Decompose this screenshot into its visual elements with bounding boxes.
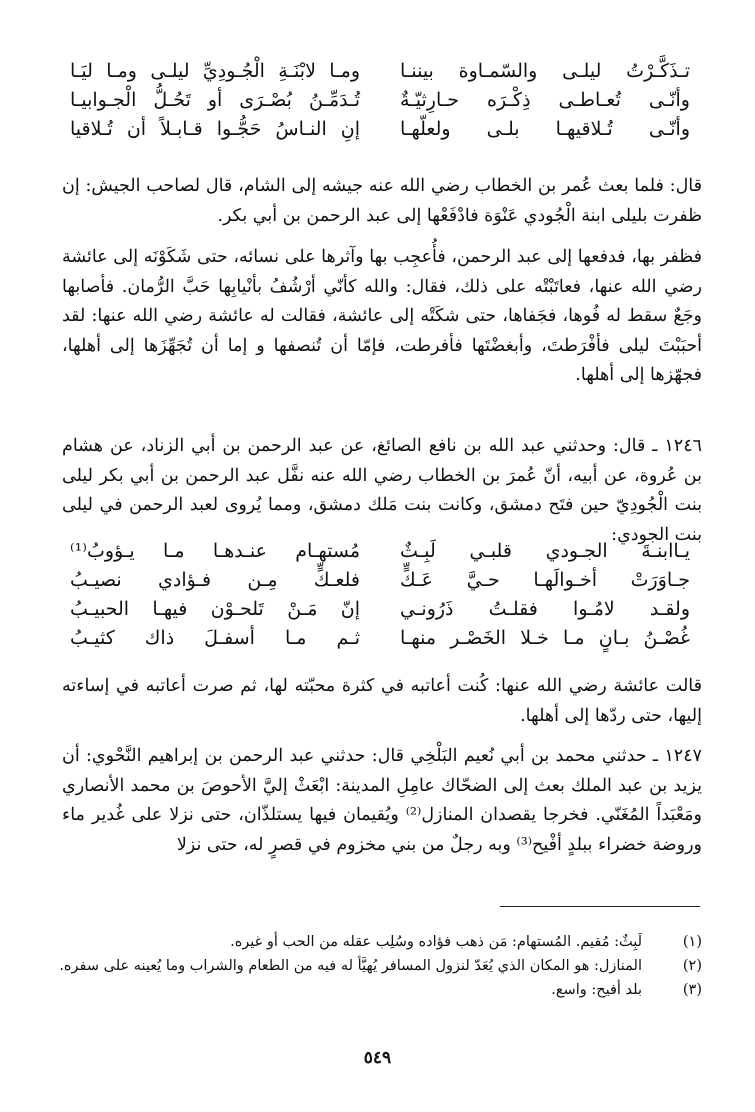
verse-line — [70, 627, 690, 656]
verse-first-hemistich: ولقـد لامُـوا فقلـتُ ذَرُونـي — [400, 598, 690, 620]
verse-second-hemistich: إنّ مَـنْ تَلحـوْن فيهـا الحبيـبُ — [70, 598, 360, 620]
footnote-text: بلد أفيح: واسع. — [551, 982, 642, 998]
footnote-number: (٢) — [682, 958, 702, 974]
footnote-item — [59, 954, 702, 978]
verse-line — [70, 89, 690, 118]
paragraph-2: فظفر بها، فدفعها إلى عبد الرحمن، فأُعجِب بها وآثرها على نسائه، حتى شَكَوْنَه إلى عائشة رضي الله عنها، فعاتَبْتْه على ذلك، فقال: والله كأنّي أرْشُفُ بأنْيابِها حَبَّ الرُّمان. فأصابها وجَعٌ سقط له فُوها، فجَفاها، حتى شكَتْه إلى عائشة، فقالت له عائشة رضي الله عنها: لقد أحبَبْتَ ليلى فأفْرَطتَ، وأبغضْتَها فأفرطت، فإمّا أن تُنصفها و إما أن تُجَهِّزَها إلى أهلها، فجهّزها إلى أهلها. — [62, 247, 702, 385]
footnote-item — [62, 930, 702, 954]
paragraph-1: قال: فلما بعث عُمر بن الخطاب رضي الله عنه جيشه إلى الشام، قال لصاحب الجيش: إن ظفرت بليلى ابنة الْجُودي عَنْوَة فادْفَعْها إلى عبد الرحمن بن أبي بكر. — [62, 176, 702, 226]
poem-block-1 — [70, 60, 690, 147]
verse-line — [70, 118, 690, 147]
footnote-item — [62, 978, 702, 1002]
verse-line — [70, 540, 690, 569]
verse-line — [70, 569, 690, 598]
footnotes — [59, 930, 702, 1002]
verse-first-hemistich: وأنّـى تُعـاطـى ذِكْـرَه حـارِثيّـةٌ — [400, 89, 690, 111]
paragraph-4: قالت عائشة رضي الله عنها: كُنت أعاتبه في كثرة محبّته لها، ثم صرت أعاتبه في إساءته إليها، حتى ردّها إلى أهلها. — [62, 676, 702, 726]
paragraph-3-hadith-1246: ١٢٤٦ ـ قال: وحدثني عبد الله بن نافع الصائغ، عن عبد الرحمن بن أبي الزناد، عن هشام بن عُروة، عن أبيه، أنّ عُمرَ بن الخطاب رضي الله عنه نفَّل عبد الرحمن بن أبي بكر ليلى بنت الْجُودِيّ حين فتَح دمشق، وكانت بنت مَلك دمشق، ومما يُروى لعبد الرحمن في ليلى بنت الجودي: — [62, 436, 702, 545]
paragraph-5-hadith-1247: ١٢٤٧ ـ حدثني محمد بن أبي نُعيم البَلْخِي قال: حدثني عبد الرحمن بن إبراهيم النَّحْوي: أن يزيد بن عبد الملك بعث إلى الضحّاك عامِلِ المدينة: ابْعَثْ إليَّ الأحوصَ بن محمد الأنصاري ومَعْبَداً المُغَنّي. فخرجا يقصدان المنازل⁽²⁾ ويُقيمان فيها يستلذّان، حتى نزلا على غُدير ماء وروضة خضراء ببلدٍ أفْيح⁽³⁾ وبه رجلٌ من بني مخزوم في قصرٍ له، حتى نزلا — [62, 746, 702, 855]
verse-second-hemistich: مُستهـام عنـدهـا مـا يـؤوبُ⁽¹⁾ — [70, 540, 360, 562]
verse-second-hemistich: إنِ النـاسُ حَجُّـوا قـابـلاً أن تُـلاقيا — [70, 118, 360, 140]
verse-first-hemistich: تـذَكَّـرْتُ ليلـى والسّمـاوة بيننـا — [400, 60, 690, 82]
verse-first-hemistich: جـاوَرَتْ أخـوالَهـا حـيَّ عَـكٍّ — [400, 569, 690, 591]
footnote-number: (١) — [682, 934, 702, 950]
footnote-divider — [500, 906, 700, 907]
verse-line — [70, 598, 690, 627]
verse-first-hemistich: وأنّـى تُـلاقيهـا بلـى ولعلّهـا — [400, 118, 690, 140]
verse-first-hemistich: غُصْـنُ بـانٍ مـا خـلا الخَصْـر منهـا — [400, 627, 690, 649]
verse-second-hemistich: فلعـكٍّ مِـن فـؤادي نصيـبُ — [70, 569, 360, 591]
verse-second-hemistich: تُـدَمِّـنُ بُصْـرَى أو تَحُـلُّ الْجـوابيـا — [70, 89, 360, 111]
footnote-number: (٣) — [682, 982, 702, 998]
verse-second-hemistich: ومـا لابْنَـةِ الْجُـودِيِّ ليلـى ومـا ليَـا — [70, 60, 360, 82]
verse-second-hemistich: ثـم مـا أسفـلَ ذاك كثيـبُ — [70, 627, 360, 649]
poem-block-2 — [70, 540, 690, 656]
footnote-text: لَبِثٌ: مُقيم. المُستهام: مَن ذهب فؤاده وسُلِب عقله من الحب أو غيره. — [230, 934, 642, 950]
page-number: ٥٤٩ — [363, 1048, 392, 1068]
verse-line — [70, 60, 690, 89]
verse-first-hemistich: يـاابنـةَ الجـودي قلبـي لَبِـثٌ — [400, 540, 690, 562]
footnote-text: المنازل: هو المكان الذي يُعَدّ لنزول المسافر يُهيَّأ له فيه من الطعام والشراب وما يُعينه على سفره. — [59, 958, 642, 974]
